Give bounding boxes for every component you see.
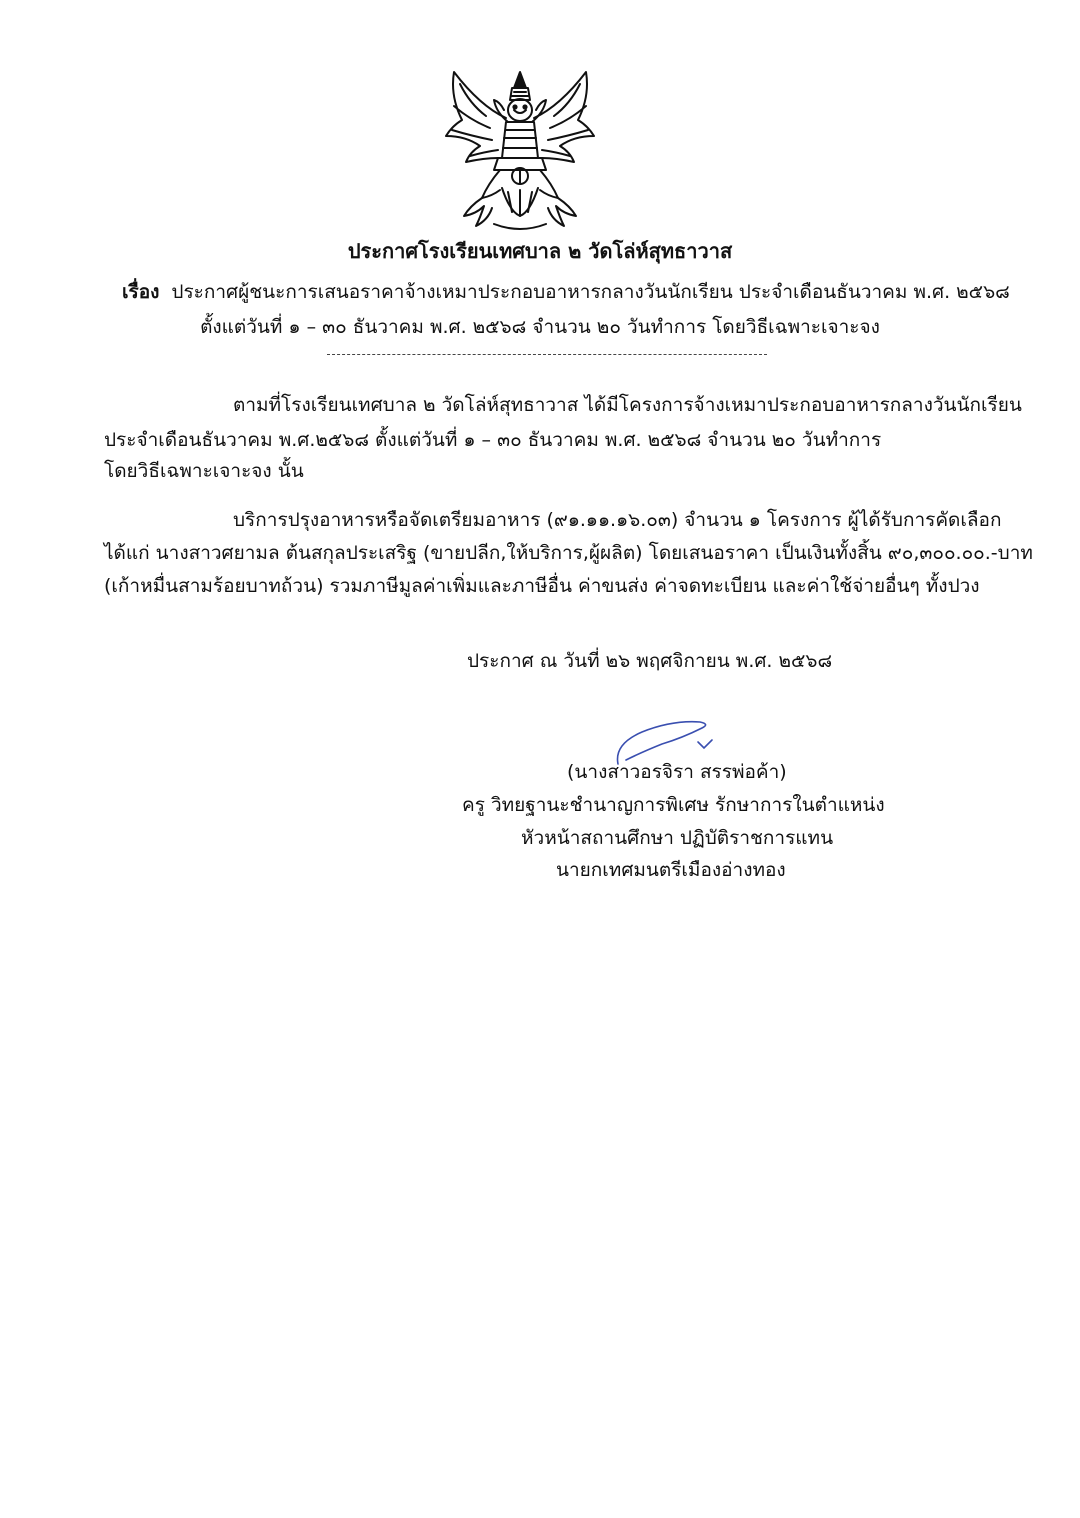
signer-position-3: นายกเทศมนตรีเมืองอ่างทอง bbox=[556, 859, 786, 881]
period-line: ตั้งแต่วันที่ ๑ – ๓๐ ธันวาคม พ.ศ. ๒๕๖๘ จำนวน ๒๐ วันทำการ โดยวิธีเฉพาะเจาะจง bbox=[200, 316, 880, 338]
subject-line bbox=[122, 279, 1010, 305]
subject-label: เรื่อง bbox=[122, 281, 160, 303]
paragraph-1-line-2: ประจำเดือนธันวาคม พ.ศ.๒๕๖๘ ตั้งแต่วันที่ ๑ – ๓๐ ธันวาคม พ.ศ. ๒๕๖๘ จำนวน ๒๐ วันทำการ bbox=[104, 429, 882, 451]
garuda-emblem-icon bbox=[440, 66, 600, 236]
subject-text: ประกาศผู้ชนะการเสนอราคาจ้างเหมาประกอบอาหารกลางวันนักเรียน ประจำเดือนธันวาคม พ.ศ. ๒๕๖๘ bbox=[171, 281, 1010, 303]
signer-name: (นางสาวอรจิรา สรรพ่อค้า) bbox=[567, 761, 787, 783]
announce-date: ประกาศ ณ วันที่ ๒๖ พฤศจิกายน พ.ศ. ๒๕๖๘ bbox=[467, 650, 833, 672]
paragraph-2-line-3: (เก้าหมื่นสามร้อยบาทถ้วน) รวมภาษีมูลค่าเพิ่มและภาษีอื่น ค่าขนส่ง ค่าจดทะเบียน และค่าใช้จ่ายอื่นๆ ทั้งปวง bbox=[104, 575, 980, 597]
document-title: ประกาศโรงเรียนเทศบาล ๒ วัดโล่ห์สุทธาวาส bbox=[347, 239, 733, 263]
dashed-divider bbox=[327, 354, 767, 355]
paragraph-2-line-1: บริการปรุงอาหารหรือจัดเตรียมอาหาร (๙๑.๑๑.๑๖.๐๓) จำนวน ๑ โครงการ ผู้ได้รับการคัดเลือก bbox=[233, 509, 1002, 531]
paragraph-2-line-2: ได้แก่ นางสาวศยามล ต้นสกุลประเสริฐ (ขายปลีก,ให้บริการ,ผู้ผลิต) โดยเสนอราคา เป็นเงินทั้งสิ้น ๙๐,๓๐๐.๐๐.-บาท bbox=[104, 542, 1033, 564]
signer-position-1: ครู วิทยฐานะชำนาญการพิเศษ รักษาการในตำแหน่ง bbox=[462, 794, 885, 816]
paragraph-1-line-3: โดยวิธีเฉพาะเจาะจง นั้น bbox=[104, 460, 304, 482]
paragraph-1-line-1: ตามที่โรงเรียนเทศบาล ๒ วัดโล่ห์สุทธาวาส ได้มีโครงการจ้างเหมาประกอบอาหารกลางวันนักเรียน bbox=[233, 394, 1022, 416]
signer-position-2: หัวหน้าสถานศึกษา ปฏิบัติราชการแทน bbox=[521, 827, 834, 849]
